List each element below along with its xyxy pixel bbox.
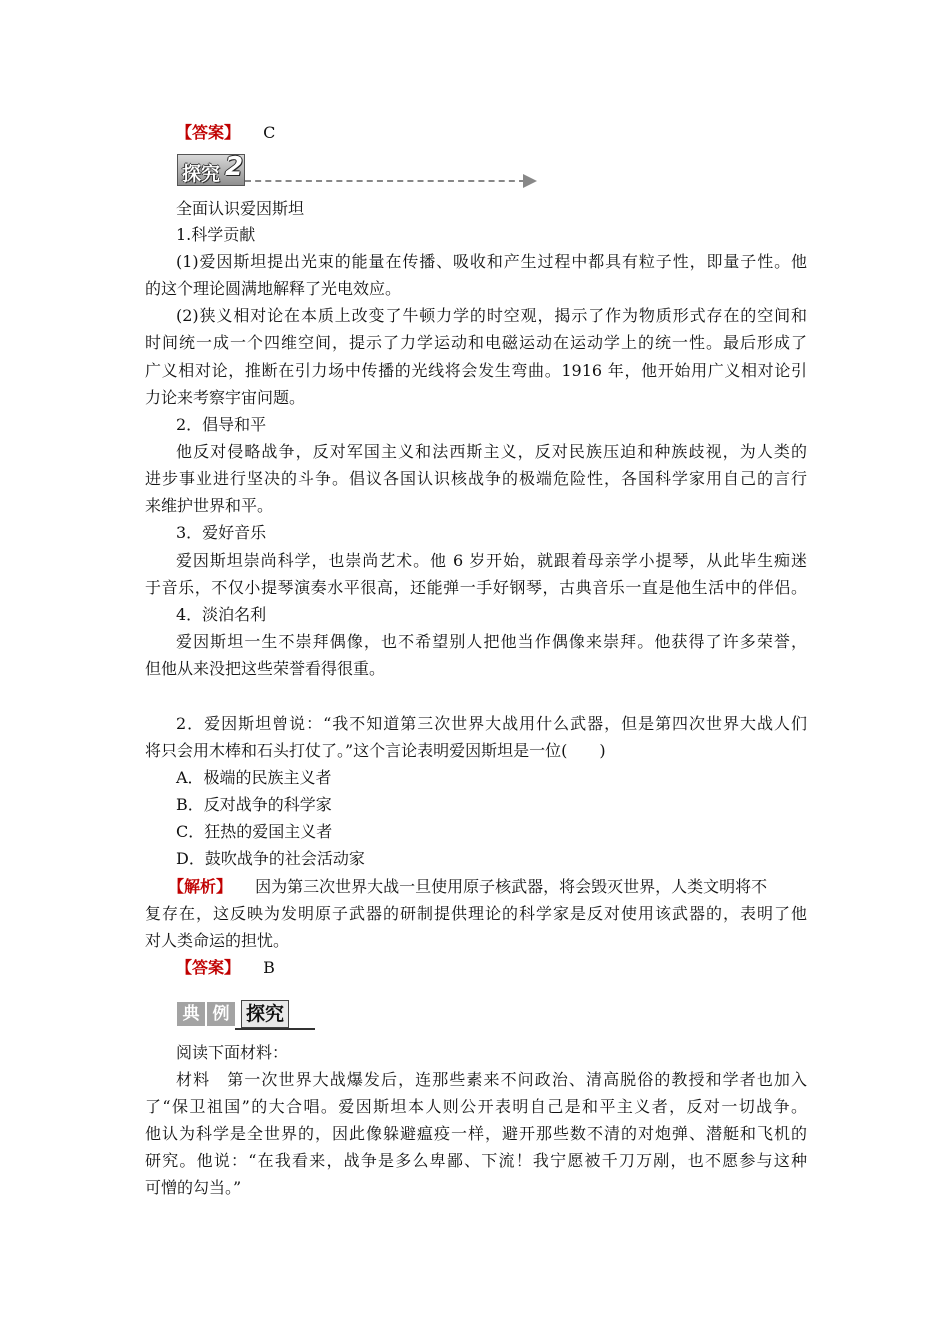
- paragraph-line: 的这个理论圆满地解释了光电效应。: [145, 279, 402, 298]
- option-c: C．狂热的爱国主义者: [176, 822, 333, 841]
- answer-value: B: [263, 958, 275, 977]
- answer-label: 【答案】: [176, 958, 241, 977]
- banner-char-2: 例: [207, 1002, 235, 1026]
- question-stem: 将只会用木棒和石头打仗了。”这个言论表明爱因斯坦是一位( ): [145, 741, 606, 760]
- option-b: B．反对战争的科学家: [176, 795, 332, 814]
- option-a: A．极端的民族主义者: [176, 768, 332, 787]
- banner-tanjiu: 探究: [241, 1000, 289, 1028]
- heading-1: 1.科学贡献: [176, 225, 256, 244]
- section-title: 全面认识爱因斯坦: [176, 199, 305, 218]
- paragraph-line: (2)狭义相对论在本质上改变了牛顿力学的时空观，揭示了作为物质形式存在的空间和: [176, 306, 807, 325]
- paragraph-line: 于音乐，不仅小提琴演奏水平很高，还能弹一手好钢琴，古典音乐一直是他生活中的伴侣。: [145, 578, 807, 597]
- material-line: 了“保卫祖国”的大合唱。爱因斯坦本人则公开表明自己是和平主义者，反对一切战争。: [145, 1097, 807, 1116]
- banner-text: 探究: [182, 163, 221, 185]
- dianli-tanjiu-banner: [177, 1002, 317, 1032]
- arrow-right-icon: [523, 174, 537, 188]
- banner-dashed-line: [245, 180, 525, 182]
- heading-2: 2．倡导和平: [176, 415, 267, 434]
- material-line: 他认为科学是全世界的，因此像躲避瘟疫一样，避开那些数不清的对炮弹、潜艇和飞机的: [145, 1124, 807, 1143]
- paragraph-line: 进步事业进行坚决的斗争。倡议各国认识核战争的极端危险性，各国科学家用自己的言行: [145, 469, 807, 488]
- paragraph-line: 力论来考察宇宙问题。: [145, 388, 306, 407]
- analysis-text: 复存在，这反映为发明原子武器的研制提供理论的科学家是反对使用该武器的，表明了他: [145, 904, 807, 923]
- tanjiu-2-banner: [177, 152, 547, 190]
- heading-4: 4．淡泊名利: [176, 605, 267, 624]
- analysis-line: [168, 877, 807, 897]
- answer-label: 【答案】: [176, 123, 241, 142]
- banner-number: 2: [225, 152, 244, 182]
- banner-underline: [235, 1028, 315, 1030]
- analysis-text: 因为第三次世界大战一旦使用原子核武器，将会毁灭世界，人类文明将不: [255, 877, 768, 896]
- paragraph-line: 爱因斯坦一生不崇拜偶像，也不希望别人把他当作偶像来崇拜。他获得了许多荣誉，: [176, 632, 807, 651]
- paragraph-line: 来维护世界和平。: [145, 496, 274, 515]
- material-line: 研究。他说：“在我看来，战争是多么卑鄙、下流！我宁愿被千刀万剐，也不愿参与这种: [145, 1151, 807, 1170]
- paragraph-line: 时间统一成一个四维空间，提示了力学运动和电磁运动在运动学上的统一性。最后形成了: [145, 333, 807, 352]
- answer-line-1: [176, 123, 275, 143]
- material-intro: 阅读下面材料：: [176, 1043, 289, 1062]
- answer-line-2: [176, 958, 275, 978]
- paragraph-line: (1)爱因斯坦提出光束的能量在传播、吸收和产生过程中都具有粒子性，即量子性。他: [176, 252, 807, 271]
- paragraph-line: 爱因斯坦崇尚科学，也崇尚艺术。他 6 岁开始，就跟着母亲学小提琴，从此毕生痴迷: [176, 551, 807, 570]
- analysis-label: 【解析】: [168, 877, 233, 896]
- material-line: 材料 第一次世界大战爆发后，连那些素来不问政治、清高脱俗的教授和学者也加入: [176, 1070, 807, 1089]
- heading-3: 3．爱好音乐: [176, 523, 267, 542]
- material-line: 可憎的勾当。”: [145, 1178, 242, 1197]
- banner-char-1: 典: [177, 1002, 205, 1026]
- answer-value: C: [263, 123, 276, 142]
- option-d: D．鼓吹战争的社会活动家: [176, 849, 365, 868]
- question-stem: 2．爱因斯坦曾说：“我不知道第三次世界大战用什么武器，但是第四次世界大战人们: [176, 714, 807, 733]
- paragraph-line: 他反对侵略战争，反对军国主义和法西斯主义，反对民族压迫和种族歧视，为人类的: [176, 442, 807, 461]
- analysis-text: 对人类命运的担忧。: [145, 931, 290, 950]
- paragraph-line: 但他从来没把这些荣誉看得很重。: [145, 659, 386, 678]
- paragraph-line: 广义相对论，推断在引力场中传播的光线将会发生弯曲。1916 年，他开始用广义相对论引: [145, 361, 807, 380]
